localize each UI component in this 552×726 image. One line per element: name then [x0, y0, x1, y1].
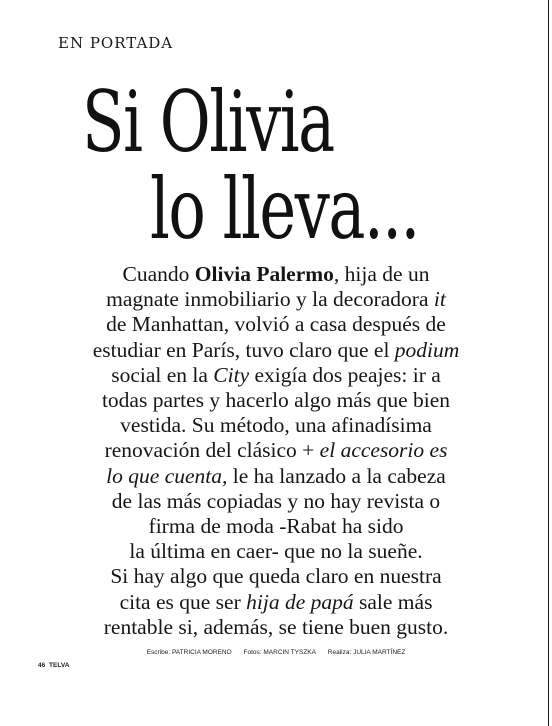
text-run: Cuando	[122, 262, 195, 286]
text-run: magnate inmobiliario y la decoradora	[106, 287, 434, 312]
headline-line-1: Si Olivia	[82, 73, 334, 171]
italic-run: City	[213, 362, 250, 387]
text-run: firma de moda -Rabat ha sido	[148, 514, 404, 539]
intro-paragraph	[36, 262, 516, 640]
paragraph-line	[36, 262, 516, 287]
paragraph-line	[36, 287, 516, 312]
text-run: estudiar en París, tuvo claro que el	[92, 337, 395, 362]
text-run: sale más	[353, 589, 433, 614]
credit-photos: Fotos: MARCIN TYSZKA	[243, 649, 316, 656]
credit-production: Realiza: JULIA MARTÍNEZ	[327, 649, 406, 656]
paragraph-line	[36, 312, 516, 337]
italic-run: podium	[394, 337, 460, 362]
text-run: social en la	[111, 362, 214, 387]
paragraph-line	[36, 363, 516, 388]
paragraph-line	[36, 464, 516, 489]
italic-run: it	[433, 287, 446, 312]
italic-run: lo que cuenta,	[106, 463, 228, 488]
text-run: rentable si, además, se tiene buen gusto.	[103, 614, 449, 639]
text-run: la última en caer- que no la sueñe.	[129, 539, 423, 564]
paragraph-line	[36, 615, 516, 640]
paragraph-line	[36, 489, 516, 514]
paragraph-line	[36, 338, 516, 363]
text-run: cita es que ser	[119, 589, 247, 614]
paragraph-line	[36, 564, 516, 589]
bold-run: Olivia Palermo	[194, 262, 334, 286]
italic-run: el accesorio es	[319, 438, 448, 463]
section-label: EN PORTADA	[58, 34, 174, 52]
text-run: Si hay algo que queda claro en nuestra	[110, 564, 442, 589]
paragraph-line	[36, 539, 516, 564]
paragraph-line	[36, 388, 516, 413]
text-run: todas partes y hacerlo algo más que bien	[101, 388, 451, 413]
text-run: de las más copiadas y no hay revista o	[111, 488, 441, 513]
headline-line-2: lo lleva...	[150, 160, 419, 258]
text-run: vestida. Su método, una afinadísima	[120, 413, 432, 438]
paragraph-line	[36, 413, 516, 438]
page-folio	[38, 662, 69, 669]
italic-run: hija de papá	[246, 589, 354, 614]
text-run: exigía dos peajes: ir a	[249, 362, 441, 387]
text-run: le ha lanzado a la cabeza	[227, 463, 446, 488]
text-run: de Manhattan, volvió a casa después de	[106, 312, 446, 337]
page-number: 46	[38, 662, 46, 669]
credit-writer: Escribe: PATRICIA MORENO	[146, 649, 232, 656]
text-run: renovación del clásico +	[104, 438, 320, 463]
magazine-name: TELVA	[49, 662, 70, 669]
paragraph-line	[36, 438, 516, 463]
text-run: , hija de un	[333, 262, 430, 286]
paragraph-line	[36, 514, 516, 539]
page-edge-rule	[548, 0, 549, 726]
credits-line	[0, 649, 552, 656]
paragraph-line	[36, 590, 516, 615]
